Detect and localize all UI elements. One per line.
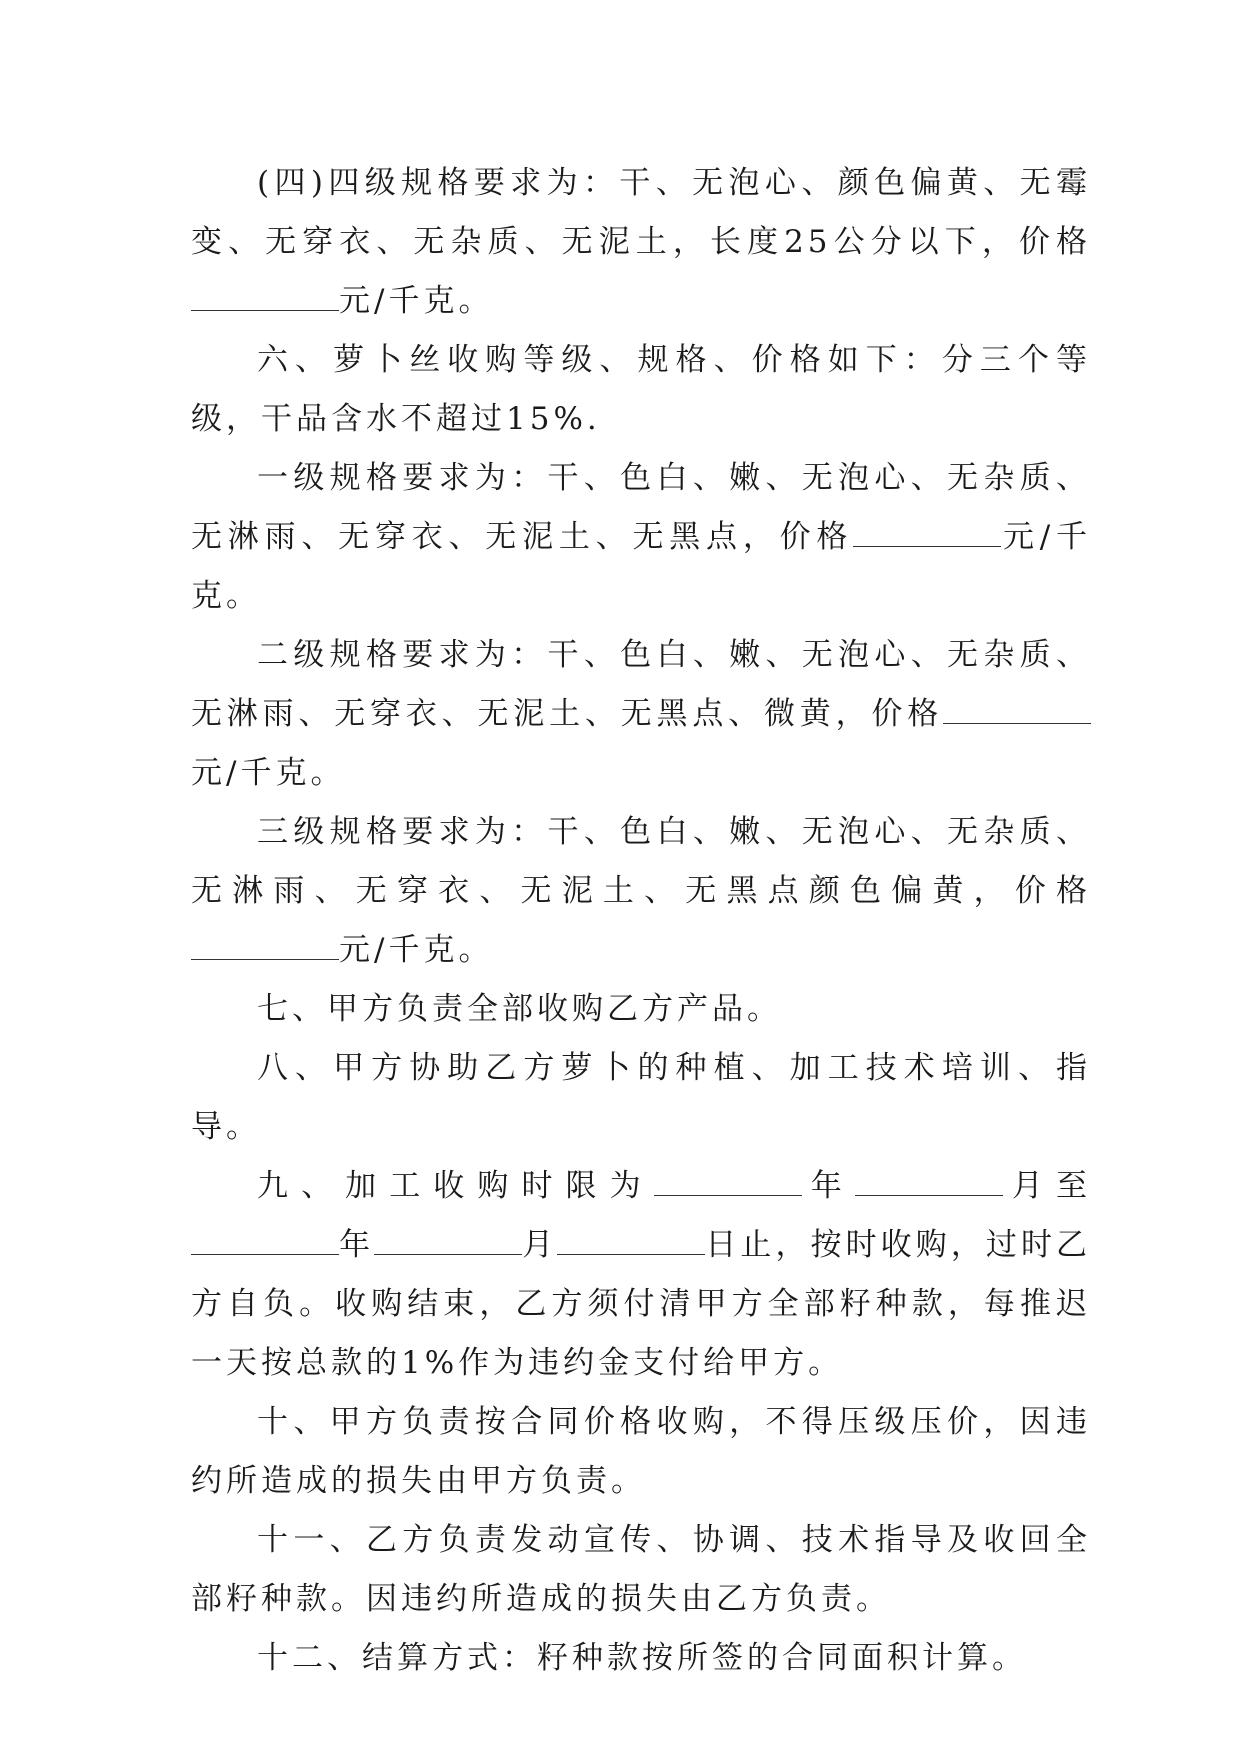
paragraph-article-six: 六、萝卜丝收购等级、规格、价格如下：分三个等级，干品含水不超过15%. (191, 342, 1091, 437)
price-blank[interactable] (853, 518, 1001, 547)
paragraph-article-eleven: 十一、乙方负责发动宣传、协调、技术指导及收回全部籽种款。因违约所造成的损失由乙方负责。 (191, 1522, 1091, 1617)
end-month-blank[interactable] (374, 1226, 522, 1255)
paragraph-article-eight: 八、甲方协助乙方萝卜的种植、加工技术培训、指导。 (191, 1050, 1091, 1145)
paragraph-article-seven: 七、甲方负责全部收购乙方产品。 (257, 991, 782, 1027)
paragraph-grade-two: 二级规格要求为：干、色白、嫩、无泡心、无杂质、无淋雨、无穿衣、无泥土、无黑点、微黄，价格元/千克。 (191, 637, 1091, 791)
paragraph-article-nine: 九、加工收购时限为 年 月至年 月 日止，按时收购，过时乙方自负。收购结束，乙方须付清甲方全部籽种款，每推迟一天按总款的1%作为违约金支付给甲方。 (191, 1168, 1092, 1381)
start-year-blank[interactable] (654, 1167, 802, 1196)
price-blank[interactable] (943, 695, 1091, 724)
price-blank[interactable] (191, 931, 339, 960)
paragraph-article-twelve: 十二、结算方式：籽种款按所签的合同面积计算。 (257, 1640, 1027, 1676)
paragraph-grade-four: (四)四级规格要求为：干、无泡心、颜色偏黄、无霉变、无穿衣、无杂质、无泥土，长度25公分以下，价格元/千克。 (191, 165, 1091, 319)
price-blank[interactable] (191, 282, 339, 311)
paragraph-grade-one: 一级规格要求为：干、色白、嫩、无泡心、无杂质、无淋雨、无穿衣、无泥土、无黑点，价格 元/千克。 (191, 460, 1091, 614)
paragraph-article-ten: 十、甲方负责按合同价格收购，不得压级压价，因违约所造成的损失由甲方负责。 (191, 1404, 1091, 1499)
paragraph-grade-three: 三级规格要求为：干、色白、嫩、无泡心、无杂质、无淋雨、无穿衣、无泥土、无黑点颜色偏黄，价格元/千克。 (191, 814, 1091, 968)
document-body (191, 154, 1091, 1688)
end-day-blank[interactable] (557, 1226, 705, 1255)
end-year-blank[interactable] (191, 1226, 339, 1255)
start-month-blank[interactable] (855, 1167, 1003, 1196)
